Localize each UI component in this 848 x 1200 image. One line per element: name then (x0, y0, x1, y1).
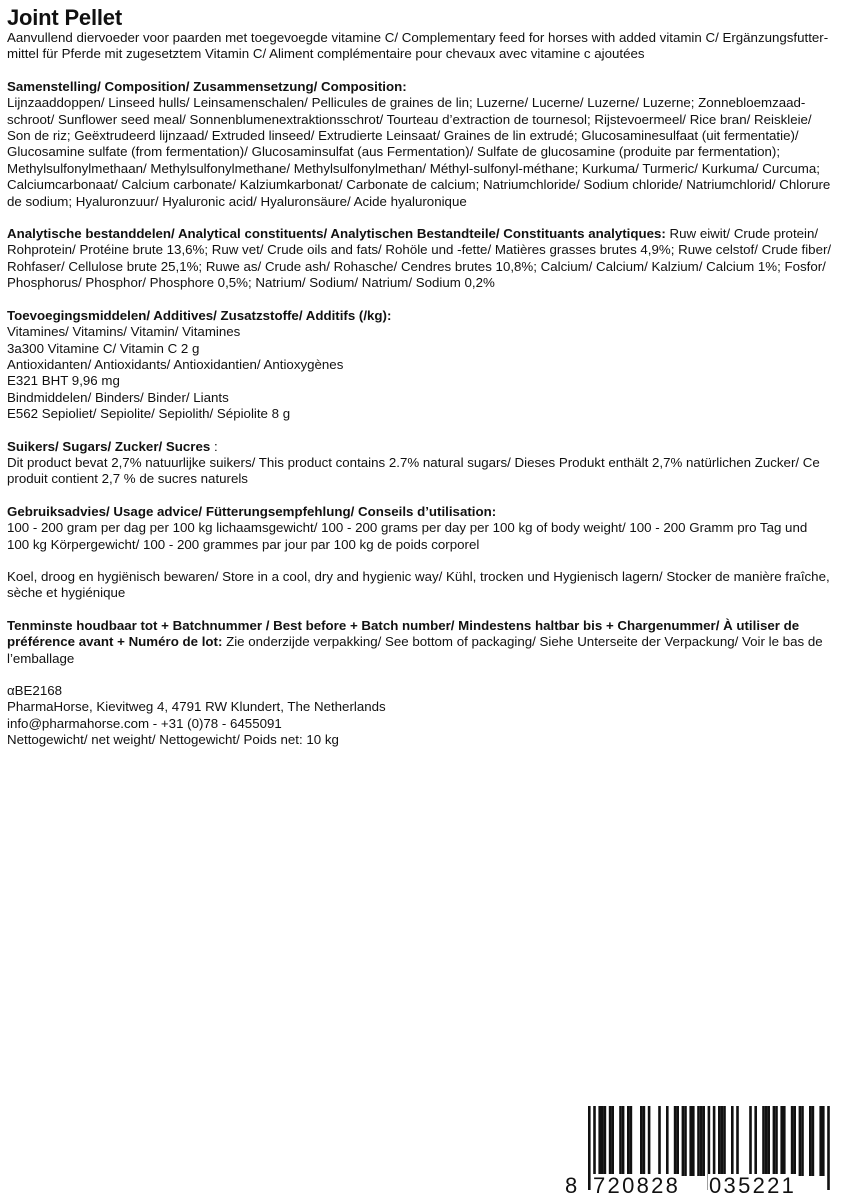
barcode-bar (783, 1106, 786, 1176)
barcode-digit-right-group: 035221 (709, 1173, 797, 1198)
barcode-bar (619, 1106, 622, 1176)
barcode-bar (775, 1106, 778, 1176)
sugars-heading: Suikers/ Sugars/ Zucker/ Sucres (7, 438, 211, 454)
usage-text: 100 - 200 gram per dag per 100 kg lichaamsgewicht/ 100 - 200 grams per day per 100 kg of body weight/ 100 - 200 Gramm pro Tag und 100 kg Körpergewicht/ 100 - 200 grammes par jour par 100 kg de poids corporel (7, 520, 808, 552)
sugars-heading-line (7, 439, 833, 455)
additive-line: Antioxidanten/ Antioxidants/ Antioxidantien/ Antioxygènes (7, 356, 344, 372)
storage-text: Koel, droog en hygiënisch bewaren/ Store in a cool, dry and hygienic way/ Kühl, trocken und Hygienisch lagern/ Stocker de manière fraîche, sèche et hygiénique (7, 568, 830, 601)
best-before-heading: Tenminste houdbaar tot + Batchnummer / Best before + Batch number/ Mindestens haltbar bis + Chargenummer/ À utiliser de préférence avant + Numéro de lot: (7, 617, 800, 650)
usage-heading: Gebruiksadvies/ Usage advice/ Fütterungsempfehlung/ Conseils d’utilisation: (7, 503, 497, 519)
barcode-bar (682, 1106, 685, 1176)
analytical-section (7, 226, 833, 292)
barcode-bar (658, 1106, 661, 1176)
barcode-bar (601, 1106, 604, 1176)
barcode-bar (648, 1106, 651, 1176)
barcode-bar (700, 1106, 703, 1176)
barcode-bar (609, 1106, 612, 1176)
barcode-bar (762, 1106, 765, 1176)
barcode-bar (793, 1106, 796, 1176)
barcode-bar (622, 1106, 625, 1176)
barcode (562, 1106, 832, 1196)
barcode-bar (731, 1106, 734, 1176)
barcode-bar (721, 1106, 724, 1176)
additive-line: Bindmiddelen/ Binders/ Binder/ Liants (7, 389, 229, 405)
barcode-bar (812, 1106, 815, 1176)
barcode-bar (749, 1106, 752, 1176)
barcode-bar (630, 1106, 633, 1176)
analytical-paragraph (7, 226, 833, 292)
best-before-paragraph (7, 618, 833, 667)
barcode-bar (773, 1106, 776, 1176)
barcode-bar (676, 1106, 679, 1176)
composition-heading: Samenstelling/ Composition/ Zusammensetzung/ Composition: (7, 78, 407, 94)
manufacturer-section (7, 683, 833, 749)
barcode-bar (627, 1106, 630, 1176)
barcode-bar (754, 1106, 757, 1176)
manufacturer-address: PharmaHorse, Kievitweg 4, 4791 RW Klundert, The Netherlands (7, 699, 386, 715)
barcode-bar (643, 1106, 646, 1176)
best-before-text: Zie onderzijde verpakking/ See bottom of packaging/ Siehe Unterseite der Verpackung/ Voir le bas de l’emballage (7, 634, 823, 666)
barcode-bar (604, 1106, 607, 1176)
product-subtitle: Aanvullend diervoeder voor paarden met toegevoegde vitamine C/ Complementary feed for horses with added vitamin C/ Ergänzungsfutter-mittel für Pferde mit zugesetztem Vitamin C/ Aliment complémentaire pour chevaux avec vitamine c ajoutées (7, 30, 829, 62)
barcode-bar (801, 1106, 804, 1176)
barcode-bar (767, 1106, 770, 1176)
composition-section (7, 79, 833, 210)
barcode-bar (723, 1106, 726, 1176)
analytical-text: Ruw eiwit/ Crude protein/ Rohprotein/ Protéine brute 13,6%; Ruw vet/ Crude oils and fats/ Rohöle und -fette/ Matières grasses brutes 4,9%; Ruwe celstof/ Crude fiber/ Rohfaser/ Cellulose brute 25,1%; Ruwe as/ Crude ash/ Rohasche/ Cendres brutes 10,8%; Calcium/ Calcium/ Kalzium/ Calcium 1%; Fosfor/ Phosphorus/ Phosphor/ Phosphore 0,5%; Natrium/ Sodium/ Natrium/ Sodium 0,2% (7, 226, 832, 291)
barcode-bar (702, 1106, 705, 1176)
additive-line: 3a300 Vitamine C/ Vitamin C 2 g (7, 340, 200, 356)
barcode-bar (780, 1106, 783, 1176)
storage-section (7, 569, 833, 602)
barcode-digits (562, 1174, 832, 1198)
additive-line: E321 BHT 9,96 mg (7, 373, 120, 389)
barcode-bar (666, 1106, 669, 1176)
barcode-bar (684, 1106, 687, 1176)
barcode-bar (765, 1106, 768, 1176)
barcode-digit-left-group: 720828 (593, 1173, 681, 1198)
manufacturer-contact: info@pharmahorse.com - +31 (0)78 - 6455091 (7, 715, 282, 731)
additive-line: Vitamines/ Vitamins/ Vitamin/ Vitamines (7, 324, 241, 340)
barcode-bar (674, 1106, 677, 1176)
label-document (7, 6, 833, 749)
barcode-bar (689, 1106, 692, 1176)
analytical-heading: Analytische bestanddelen/ Analytical constituents/ Analytischen Bestandteile/ Constituants analytiques: (7, 226, 666, 242)
additives-heading: Toevoegingsmiddelen/ Additives/ Zusatzstoffe/ Additifs (/kg): (7, 307, 392, 323)
barcode-bar (598, 1106, 601, 1176)
sugars-heading-suffix: : (210, 438, 218, 454)
barcode-bar (809, 1106, 812, 1176)
barcode-bar (799, 1106, 802, 1176)
additive-line: E562 Sepioliet/ Sepiolite/ Sepiolith/ Sépiolite 8 g (7, 406, 291, 422)
additives-section (7, 308, 833, 423)
barcode-bar (736, 1106, 739, 1176)
barcode-bar (697, 1106, 700, 1176)
barcode-bar (791, 1106, 794, 1176)
composition-text: Lijnzaaddoppen/ Linseed hulls/ Leinsamenschalen/ Pellicules de graines de lin; Luzerne/ Lucerne/ Luzerne/ Luzerne; Zonnebloemzaad-schroot/ Sunflower seed meal/ Sonnenblumenextraktionsschrot/ Tourteau d’extraction de tournesol; Rijstevoermeel/ Rice bran/ Reiskleie/ Son de riz; Geëxtrudeerd lijnzaad/ Extruded linseed/ Extrudierte Leinsaat/ Graines de lin extrudé; Glucosaminesulfaat (uit fermentatie)/ Glucosamine sulfate (from fermentation)/ Glucosaminsulfat (aus Fermentation)/ Sulfate de glucosamine (produite par fermentation); Methylsulfonylmethaan/ Methylsulfonylmethane/ Methylsulfonylmethan/ Méthyl-sulfonyl-méthane; Kurkuma/ Turmeric/ Kurkuma/ Curcuma; Calciumcarbonaat/ Calcium carbonate/ Kalziumkarbonat/ Carbonate de calcium; Natriumchloride/ Sodium chloride/ Natriumchlorid/ Chlorure de sodium; Hyaluronzuur/ Hyaluronic acid/ Hyaluronsäure/ Acide hyaluronique (7, 95, 831, 209)
barcode-bar (640, 1106, 643, 1176)
sugars-section (7, 439, 833, 488)
barcode-digit-lead: 8 (565, 1173, 578, 1198)
barcode-bar (718, 1106, 721, 1176)
barcode-bar (819, 1106, 822, 1176)
barcode-bar (692, 1106, 695, 1176)
barcode-bar (611, 1106, 614, 1176)
approval-number: αBE2168 (7, 683, 63, 698)
sugars-text: Dit product bevat 2,7% natuurlijke suikers/ This product contains 2.7% natural sugars/ Dieses Produkt enthält 2,7% natürlichen Zucker/ Ce produit contient 2,7 % de sucres naturels (7, 454, 820, 487)
product-title: Joint Pellet (7, 5, 122, 30)
usage-section (7, 504, 833, 553)
barcode-bar (822, 1106, 825, 1176)
best-before-section (7, 618, 833, 667)
net-weight: Nettogewicht/ net weight/ Nettogewicht/ Poids net: 10 kg (7, 732, 339, 748)
